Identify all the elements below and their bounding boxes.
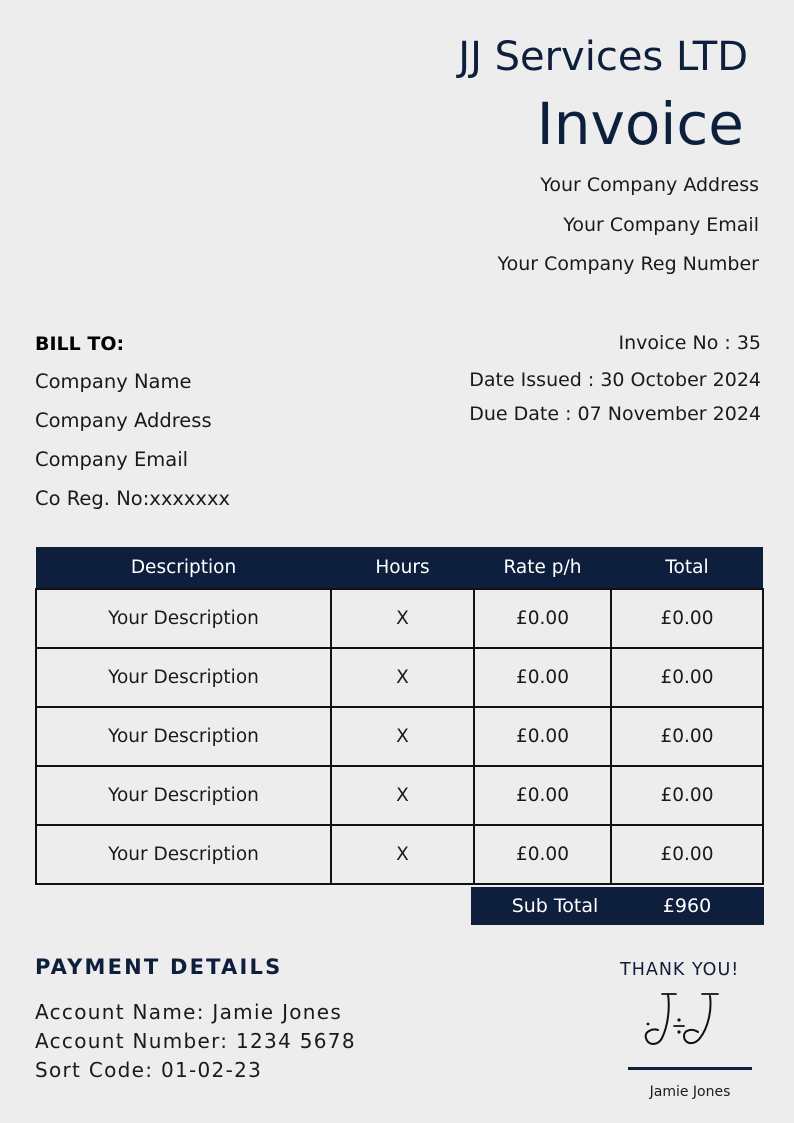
invoice-number: Invoice No : 35 [618, 332, 761, 354]
bill-to-company-name: Company Name [35, 370, 192, 393]
company-name: JJ Services LTD [458, 34, 748, 80]
row-description: Your Description [36, 707, 331, 766]
row-hours: X [331, 707, 474, 766]
payment-details-heading: PAYMENT DETAILS [35, 955, 283, 979]
account-number: Account Number: 1234 5678 [35, 1029, 356, 1053]
subtotal-bar [471, 887, 764, 925]
table-row [36, 707, 763, 766]
subtotal-value: £960 [662, 895, 712, 917]
account-name: Account Name: Jamie Jones [35, 1000, 343, 1024]
bill-to-company-address: Company Address [35, 409, 212, 432]
signature-mark [638, 988, 728, 1050]
subtotal-label: Sub Total [511, 895, 599, 917]
header-description: Description [36, 547, 331, 589]
row-rate: £0.00 [474, 825, 611, 884]
table-header-row [36, 547, 763, 589]
invoice-items-table [35, 547, 764, 885]
row-rate: £0.00 [474, 707, 611, 766]
company-reg-number: Your Company Reg Number [497, 253, 759, 275]
header-total: Total [611, 547, 763, 589]
bill-to-company-reg: Co Reg. No:xxxxxxx [35, 487, 231, 510]
bill-to-company-email: Company Email [35, 448, 189, 471]
row-rate: £0.00 [474, 766, 611, 825]
table-row [36, 766, 763, 825]
table-row [36, 589, 763, 648]
row-description: Your Description [36, 825, 331, 884]
signature-line [628, 1067, 752, 1070]
bill-to-heading: BILL TO: [35, 333, 125, 355]
date-issued: Date Issued : 30 October 2024 [469, 369, 761, 391]
table-row [36, 825, 763, 884]
header-rate: Rate p/h [474, 547, 611, 589]
row-total: £0.00 [611, 648, 763, 707]
row-hours: X [331, 589, 474, 648]
row-description: Your Description [36, 589, 331, 648]
header-hours: Hours [331, 547, 474, 589]
row-hours: X [331, 648, 474, 707]
row-rate: £0.00 [474, 648, 611, 707]
row-total: £0.00 [611, 766, 763, 825]
row-total: £0.00 [611, 825, 763, 884]
row-total: £0.00 [611, 589, 763, 648]
company-address: Your Company Address [540, 174, 759, 196]
row-total: £0.00 [611, 707, 763, 766]
row-description: Your Description [36, 648, 331, 707]
signer-name: Jamie Jones [649, 1084, 731, 1100]
company-email: Your Company Email [563, 214, 759, 236]
row-hours: X [331, 766, 474, 825]
document-title: Invoice [536, 90, 744, 158]
row-rate: £0.00 [474, 589, 611, 648]
due-date: Due Date : 07 November 2024 [469, 403, 761, 425]
sort-code: Sort Code: 01-02-23 [35, 1058, 263, 1082]
thank-you-text: THANK YOU! [620, 960, 740, 980]
row-description: Your Description [36, 766, 331, 825]
row-hours: X [331, 825, 474, 884]
table-row [36, 648, 763, 707]
